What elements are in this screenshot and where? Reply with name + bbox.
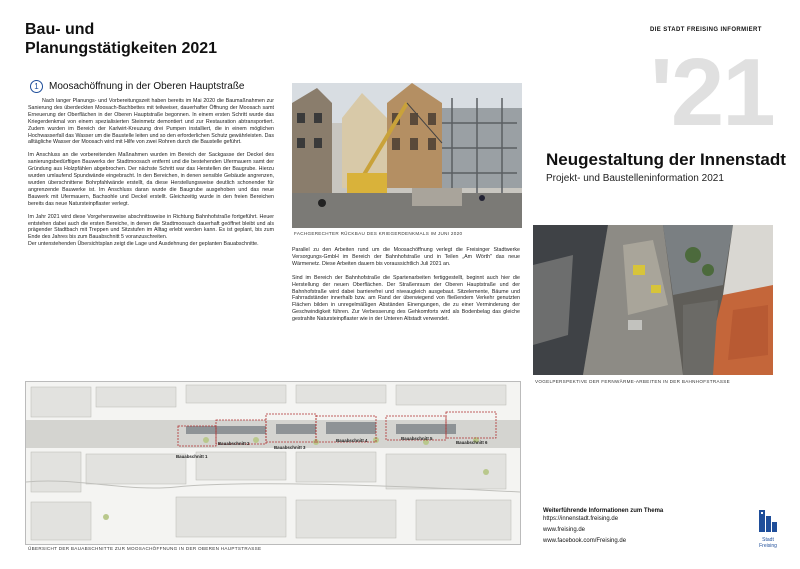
sub-title: Projekt- und Baustelleninformation 2021 <box>546 173 724 184</box>
main-title: Neugestaltung der Innenstadt <box>546 150 786 169</box>
info-heading: Weiterführende Informationen zum Thema <box>543 508 664 514</box>
logo-line2: Freising <box>759 543 777 549</box>
middle-text <box>292 247 520 329</box>
heading-line1: Bau- und <box>25 21 95 38</box>
photo-memorial-image <box>292 83 522 228</box>
site-plan-map <box>25 381 521 545</box>
photo-aerial-image <box>533 225 773 375</box>
section-title <box>30 80 245 93</box>
page-heading <box>25 20 217 58</box>
section-label-4: Bauabschnitt 4 <box>336 438 368 443</box>
middle-paragraph-2: Sind im Bereich der Bahnhofstraße die Spartenarbeiten fertiggestellt, beginnt auch hier die Herstellung der neuen Oberflächen. Der Straßenraum der Oberen Hauptstraße und der Bahnhofstraße wird dabei barrierefrei und niveaugleich ausgebaut. Sitzelemente, Bäume und Fahrradständer innerhalb bzw. am Rand der überwiegend von fließendem Verkehr genutzten Flächen bilden in unregelmäßigen Abständen Einengungen, die zu einer Verminderung der Geschwindigkeit führen. Zur Verbesserung des Gehkomforts wird als Bodenbelag das gleiche gestrahlte Natursteinpflaster wie in der Unteren Altstadt verwendet. <box>292 274 520 323</box>
section1-paragraph-1: Nach langer Planungs- und Vorbereitungszeit haben bereits im Mai 2020 die Baumaßnahmen zur Sanierung des überdeckten Moosach-Bachbettes mit teilweiser, dauerhafter Öffnung der Moosach samt Erneuerung der Oberflächen in der Oberen Hauptstraße begonnen. In einem ersten Schritt wurde das Kriegerdenkmal von einem spezialisierten Steinmetz demontiert und zur Restauration abtransportiert. Zudem wurden im Bereich der Karlwirt-Kreuzung drei Pumpen installiert, die in einem möglichen Hochwasserfall das Wasser um die Baustelle leiten und so den erforderlichen Schutz gewährleisten. Das alltägliche Wasser der Moosach wird mit Hilfe von zwei Rohren durch die Baustelle geführt. <box>28 98 274 146</box>
section-label-6: Bauabschnitt 6 <box>456 440 488 445</box>
photo-aerial-view <box>533 225 773 375</box>
section-label-1: Bauabschnitt 1 <box>176 454 208 459</box>
photo-memorial-dismantling <box>292 83 522 228</box>
heading-line2: Planungstätigkeiten 2021 <box>25 40 218 57</box>
section1-text <box>28 98 274 254</box>
photo-memorial-caption: FACHGERECHTER RÜCKBAU DES KRIEGERDENKMALS IM JUNI 2020 <box>294 231 463 236</box>
city-logo-icon <box>759 510 777 532</box>
map-caption: ÜBERSICHT DER BAUABSCHNITTE ZUR MOOSACHÖFFNUNG IN DER OBEREN HAUPTSTRASSE <box>28 546 262 551</box>
section-label-3: Bauabschnitt 3 <box>274 445 306 450</box>
section-label-2: Bauabschnitt 2 <box>218 441 250 446</box>
section-number-badge: 1 <box>30 80 43 93</box>
logo-line1: Stadt <box>762 537 774 543</box>
info-link-facebook[interactable]: www.facebook.com/Freising.de <box>543 538 627 544</box>
photo-aerial-caption: VOGELPERSPEKTIVE DER FERNWÄRME-ARBEITEN IN DER BAHNHOFSTRASSE <box>535 379 730 384</box>
section-title-text: Moosachöffnung in der Oberen Hauptstraße <box>49 81 245 93</box>
info-link-freising[interactable]: www.freising.de <box>543 527 586 533</box>
city-logo <box>752 510 784 549</box>
section-label-5: Bauabschnitt 5 <box>401 436 433 441</box>
section1-paragraph-4: Der untenstehenden Übersichtsplan zeigt die Lage und Ausdehnung der geplanten Bauabschnitte. <box>28 241 259 248</box>
city-informs-label: DIE STADT FREISING INFORMIERT <box>650 27 762 33</box>
year-number: '21 <box>650 39 774 146</box>
middle-paragraph-1: Parallel zu den Arbeiten rund um die Moosachöffnung verlegt die Freisinger Stadtwerke Versorgungs-GmbH im Bereich der Bahnhofstraße und in Teilen „Am Wörth" das neue Wärmenetz. Diese Arbeiten dauern bis voraussichtlich Juli 2021 an. <box>292 247 520 267</box>
info-block <box>543 508 663 547</box>
info-link-innenstadt[interactable]: https://innenstadt.freising.de <box>543 516 619 522</box>
section1-paragraph-2: Im Anschluss an die vorbereitenden Maßnahmen wurden im Bereich der Sackgasse der Deckel des sanierungsbedürftigen Bauwerks der Stadtmoosach entfernt und die bestehenden Ufermauern samt der Gründung aus Holzpfählen abgebrochen. Der nächste Schritt war das Herstellen der Baugrube. Hierzu wurden umlaufend Spundwände eingebracht. In den Bereichen, in denen sensible Gebäude angrenzen, wurden überschnittene Bohrpfahlwände erstellt, da diese Herstellungsweise deutlich schonender für angrenzende Bauwerke ist. Im Anschluss daran wurde die Baugrube ausgehoben und das neue Bauwerk mit Ufermauern, Bachsohle und Deckel erstellt. Gleichzeitig wurde in den freien Bereichen bereits das neue Natursteinpflaster verlegt. <box>28 152 274 207</box>
section1-paragraph-3: Im Jahr 2021 wird diese Vorgehensweise abschnittsweise in Richtung Bahnhofstraße fortgeführt. Heuer entstehen dabei auch die ersten Bereiche, in denen die Stadtmoosach dauerhaft geöffnet bleibt und als prägender Stadtbach mit Treppen und Sitzstufen im Alltag erlebt werden kann. Es ist geplant, bis zum Ende des Jahres bis zum Bauabschnitt 5 voranzuschreiten. <box>28 213 274 241</box>
site-plan-drawing <box>26 382 520 544</box>
